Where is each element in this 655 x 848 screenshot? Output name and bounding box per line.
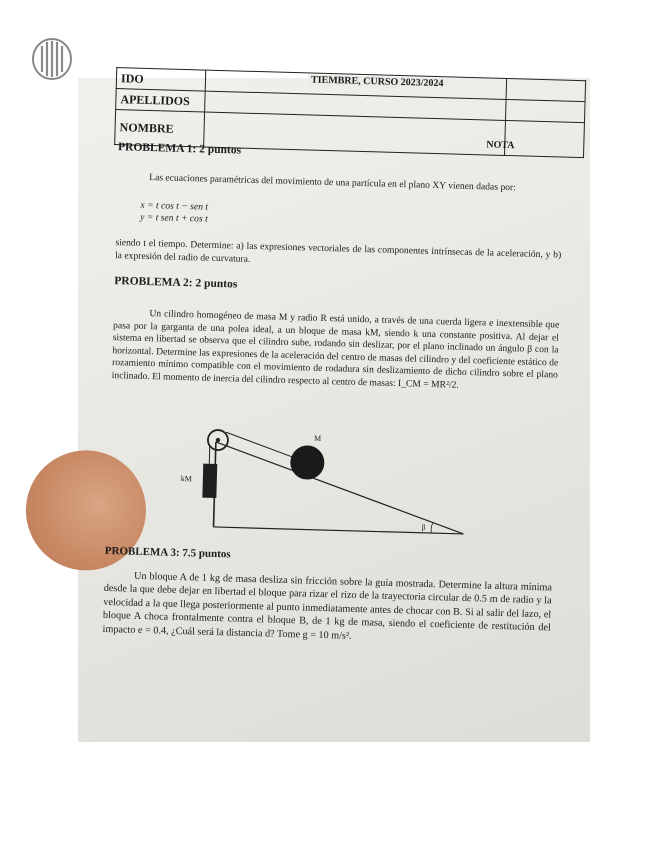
problem1-body: siendo t el tiempo. Determine: a) las expresiones vectoriales de las componentes intrínsecas de la aceleración, y b) la expresión del radio de curvatura. (114, 237, 562, 265)
hanging-block (202, 464, 217, 498)
problem2-figure (180, 421, 476, 539)
cylinder (290, 445, 325, 480)
problem1-intro: Las ecuaciones paramétricas del movimiento de una partícula en el plano XY vienen dadas por: (149, 172, 516, 194)
nombre-label: NOMBRE (115, 110, 205, 147)
block-label: kM (180, 474, 193, 484)
header-top-cell: IDO (116, 68, 206, 91)
problem1-title: PROBLEMA 1: 2 puntos (117, 141, 242, 157)
angle-label: β (421, 522, 426, 532)
university-seal-logo (30, 36, 74, 82)
apellidos-label: APELLIDOS (116, 89, 206, 112)
exam-title: TIEMBRE, CURSO 2023/2024 (308, 74, 447, 89)
problem1-eq2: y = t sen t + cos t (139, 211, 208, 225)
exam-sheet (58, 70, 637, 793)
problem3-title: PROBLEMA 3: 7.5 puntos (104, 544, 231, 561)
problem1-eq1: x = t cos t − sen t (140, 199, 209, 213)
problem2-title: PROBLEMA 2: 2 puntos (114, 275, 238, 291)
nota-field (505, 120, 585, 157)
nombre-field (204, 112, 506, 155)
problem2-body: Un cilindro homogéneo de masa M y radio R está unido, a través de una cuerda ligera e inextensible que pasa por la garganta de una polea ideal, a un bloque de masa kM, siendo k una constante positiva. Al dejar el sistema en libertad se observa que el cilindro sube, rodando sin deslizar, por el plano inclinado un ángulo β con la horizontal. Determine las expresiones de la aceleración del centro de masas del cilindro y del coeficiente estático de rozamiento mínimo compatible con el movimiento de rodadura sin deslizamiento de dicho cilindro sobre el plano inclinado. El momento de inercia del cilindro respecto al centro de masas: I_CM = MR²/2. (111, 308, 560, 391)
inclined-plane (214, 527, 464, 534)
problem3-body: Un bloque A de 1 kg de masa desliza sin fricción sobre la guía mostrada. Determine la altura mínima desde la que debe dejar en libertad el bloque para rizar el rizo de la trayectoria circular de 0.5 m de radio y la velocidad a la que llega posteriormente al punto inmediatamente antes de chocar con B. Si al salir del lazo, el bloque A choca frontalmente contra el bloque B, de 1 kg de masa, siendo el coeficiente de restitución del impacto e = 0.4, ¿Cuál será la distancia d? Tome g = 10 m/s². (102, 570, 553, 642)
nota-label: NOTA (486, 139, 515, 152)
exam-photo (78, 70, 590, 742)
cylinder-label: M (313, 433, 322, 443)
